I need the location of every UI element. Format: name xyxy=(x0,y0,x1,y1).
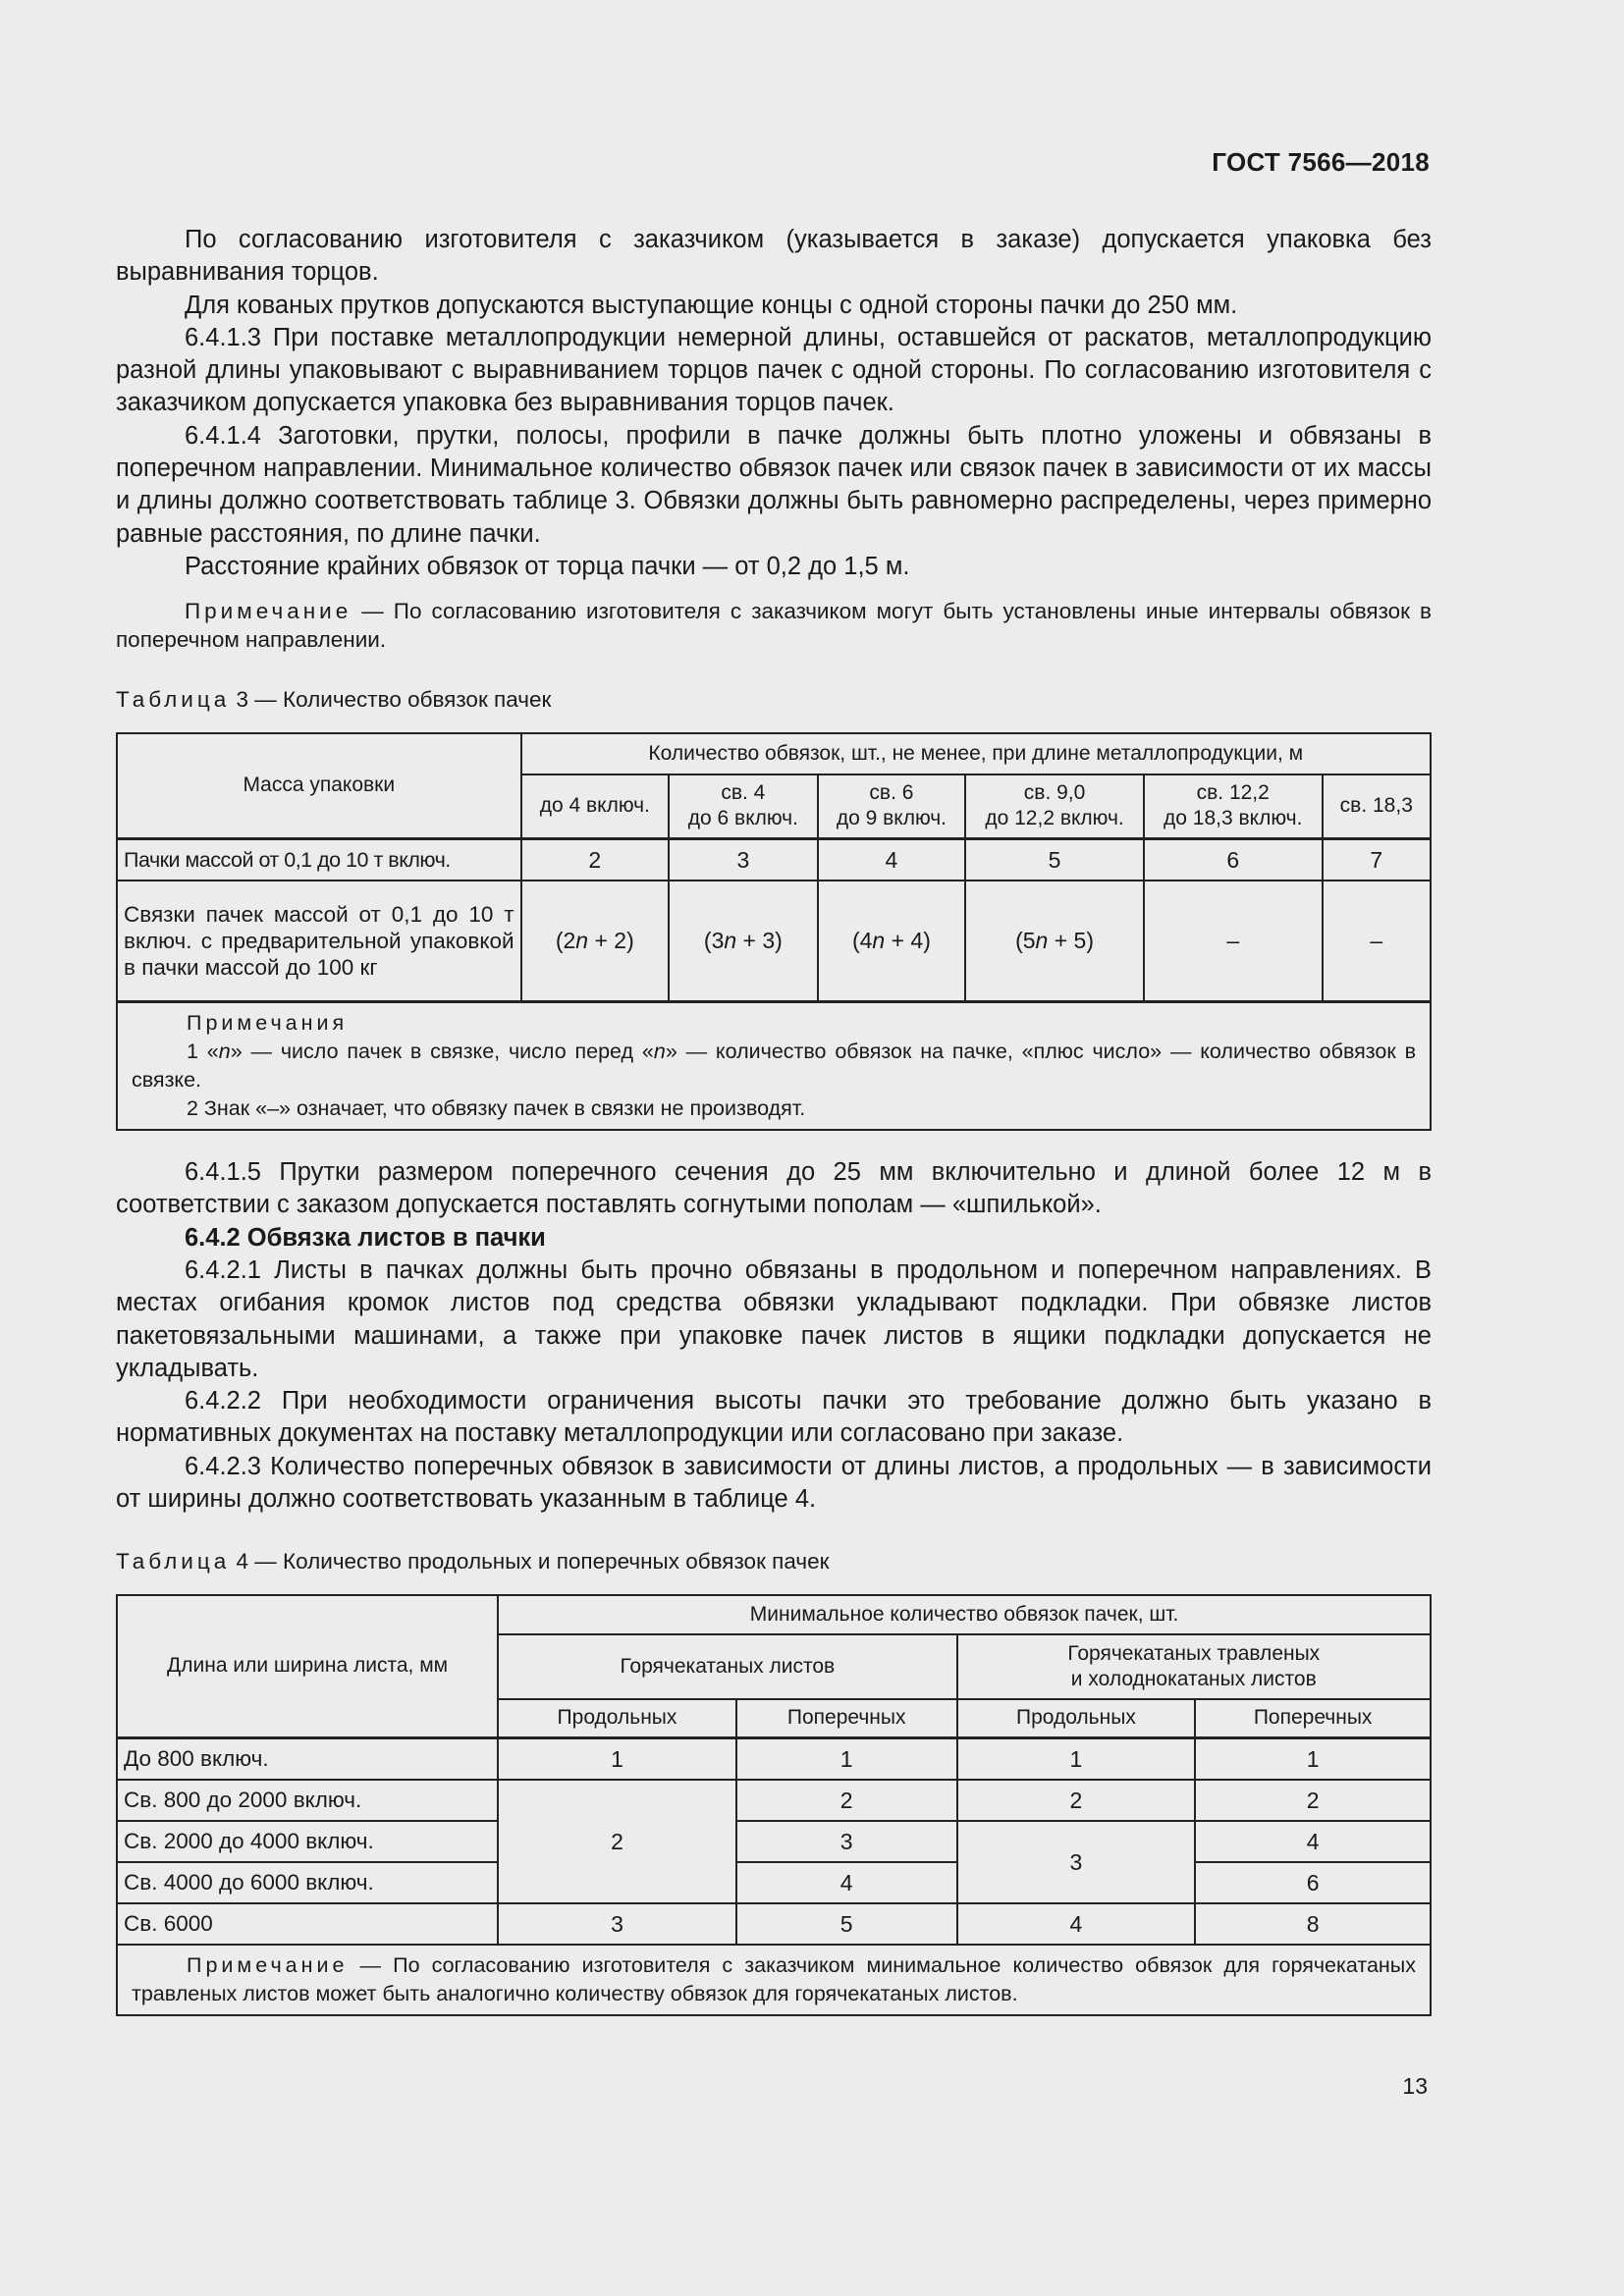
t4-header-cold: Горячекатаных травленых и холоднокатаных листов xyxy=(957,1634,1431,1699)
t4-row5-v2: 5 xyxy=(736,1903,957,1945)
t3-row1-v6: 7 xyxy=(1323,839,1431,881)
t4-row5-v3: 4 xyxy=(957,1903,1196,1945)
t4-row5-v1: 3 xyxy=(498,1903,736,1945)
t4-note xyxy=(117,1945,1431,2015)
t4-row1-v2: 1 xyxy=(736,1738,957,1781)
heading-6-4-2: 6.4.2 Обвязка листов в пачки xyxy=(185,1223,546,1252)
table-row xyxy=(117,1780,1431,1821)
t3-row2-v3: (4n + 4) xyxy=(818,881,966,1002)
t3-row2-v6: – xyxy=(1323,881,1431,1002)
t3-row2-label: Связки пачек массой от 0,1 до 10 т включ. с предварительной упаковкой в пачки массой до 100 кг xyxy=(117,881,521,1002)
t4-row1-label: До 800 включ. xyxy=(117,1738,498,1781)
t4-header-hot-prod: Продольных xyxy=(498,1699,736,1738)
t4-row2-v4: 2 xyxy=(1195,1780,1431,1821)
paragraph-1: По согласованию изготовителя с заказчиком (указывается в заказе) допускается упаковка без выравнивания торцов. xyxy=(116,226,1432,287)
table-3 xyxy=(116,732,1432,1132)
t4-header-hot: Горячекатаных листов xyxy=(498,1634,956,1699)
table-row xyxy=(117,1903,1431,1945)
table-row xyxy=(117,1821,1431,1862)
t4-header-hot-pop: Поперечных xyxy=(736,1699,957,1738)
t3-col-5: св. 12,2 до 18,3 включ. xyxy=(1144,774,1323,839)
t4-row4-v2: 4 xyxy=(736,1862,957,1903)
paragraph-5: Расстояние крайних обвязок от торца пачки — от 0,2 до 1,5 м. xyxy=(185,552,910,580)
t3-header-mass: Масса упаковки xyxy=(117,733,521,839)
t4-row4-v4: 6 xyxy=(1195,1862,1431,1903)
t4-note-label: Примечание xyxy=(187,1953,349,1978)
t4-row5-label: Св. 6000 xyxy=(117,1903,498,1945)
table-3-caption xyxy=(116,683,1432,716)
note-1-label: Примечание xyxy=(185,599,352,624)
t4-row2-v2: 2 xyxy=(736,1780,957,1821)
table-3-caption-text: 3 — Количество обвязок пачек xyxy=(230,687,552,713)
table-row xyxy=(117,1862,1431,1903)
t3-note-1: 1 «n» — число пачек в связке, число перед «n» — количество обвязок на пачке, «плюс число» — количество обвязок в связке. xyxy=(132,1040,1417,1093)
t3-col-6: св. 18,3 xyxy=(1323,774,1431,839)
t4-header-group: Минимальное количество обвязок пачек, шт. xyxy=(498,1595,1431,1634)
t4-row3-v2: 3 xyxy=(736,1821,957,1862)
t3-row1-v3: 4 xyxy=(818,839,966,881)
note-1-text: — По согласованию изготовителя с заказчиком могут быть установлены иные интервалы обвязок в поперечном направлении. xyxy=(116,599,1432,653)
table-4-caption-label: Таблица xyxy=(116,1549,231,1575)
table-row xyxy=(117,839,1431,881)
page-number: 13 xyxy=(1402,2073,1428,2099)
t3-notes-label: Примечания xyxy=(187,1011,349,1036)
paragraph-6-4-2-3: 6.4.2.3 Количество поперечных обвязок в зависимости от длины листов, а продольных — в зависимости от ширины должно соответствовать указанным в таблице 4. xyxy=(116,1452,1432,1514)
t3-note-2: 2 Знак «–» означает, что обвязку пачек в связки не производят. xyxy=(187,1096,806,1121)
table-row xyxy=(117,881,1431,1002)
t3-row2-v2: (3n + 3) xyxy=(669,881,818,1002)
t4-row1-v4: 1 xyxy=(1195,1738,1431,1781)
t3-col-4: св. 9,0 до 12,2 включ. xyxy=(965,774,1144,839)
paragraph-6-4-1-5: 6.4.1.5 Прутки размером поперечного сечения до 25 мм включительно и длиной более 12 м в соответствии с заказом допускается поставлять согнутыми пополам — «шпилькой». xyxy=(116,1158,1432,1219)
body-text xyxy=(116,224,1432,2016)
t4-merged-prod-cold: 3 xyxy=(957,1821,1196,1903)
table-row xyxy=(117,1738,1431,1781)
t4-row2-label: Св. 800 до 2000 включ. xyxy=(117,1780,498,1821)
t3-notes-row xyxy=(117,1002,1431,1131)
table-4-caption-text: 4 — Количество продольных и поперечных обвязок пачек xyxy=(230,1549,830,1575)
t4-row3-v4: 4 xyxy=(1195,1821,1431,1862)
t3-col-1: до 4 включ. xyxy=(521,774,670,839)
t4-header-cold-prod: Продольных xyxy=(957,1699,1196,1738)
t3-row1-v5: 6 xyxy=(1144,839,1323,881)
t3-row1-v1: 2 xyxy=(521,839,670,881)
table-3-caption-label: Таблица xyxy=(116,687,231,713)
t3-row1-label: Пачки массой от 0,1 до 10 т включ. xyxy=(117,839,521,881)
t4-row4-label: Св. 4000 до 6000 включ. xyxy=(117,1862,498,1903)
paragraph-6-4-1-4: 6.4.1.4 Заготовки, прутки, полосы, профили в пачке должны быть плотно уложены и обвязаны в поперечном направлении. Минимальное количество обвязок пачек или связок пачек в зависимости от их массы и длины должно соответствовать таблице 3. Обвязки должны быть равномерно распределены, через примерно равные расстояния, по длине пачки. xyxy=(116,421,1432,548)
t4-merged-prod-hot: 2 xyxy=(498,1780,736,1903)
t3-row2-v5: – xyxy=(1144,881,1323,1002)
t4-row1-v3: 1 xyxy=(957,1738,1196,1781)
table-4-caption xyxy=(116,1545,1432,1577)
t3-col-2: св. 4 до 6 включ. xyxy=(669,774,818,839)
doc-code-header: ГОСТ 7566—2018 xyxy=(1212,147,1430,177)
t3-row2-v1: (2n + 2) xyxy=(521,881,670,1002)
paragraph-6-4-2-1: 6.4.2.1 Листы в пачках должны быть прочно обвязаны в продольном и поперечном направлениях. В местах огибания кромок листов под средства обвязки укладывают подкладки. При обвязке листов пакетовязальными машинами, а также при упаковке пачек листов в ящики подкладки допускается не укладывать. xyxy=(116,1255,1432,1382)
t4-note-text: — По согласованию изготовителя с заказчиком минимальное количество обвязок для горячекатаных травленых листов может быть аналогично количеству обвязок для горячекатаных листов. xyxy=(132,1953,1416,2006)
paragraph-6-4-2-2: 6.4.2.2 При необходимости ограничения высоты пачки это требование должно быть указано в нормативных документах на поставку металлопродукции или согласовано при заказе. xyxy=(116,1387,1432,1448)
table-4 xyxy=(116,1594,1432,2017)
paragraph-6-4-1-3: 6.4.1.3 При поставке металлопродукции немерной длины, оставшейся от раскатов, металлопродукцию разной длины упаковывают с выравниванием торцов пачек с одной стороны. По согласованию изготовителя с заказчиком допускается упаковка без выравнивания торцов пачек. xyxy=(116,323,1432,417)
t3-row1-v2: 3 xyxy=(669,839,818,881)
paragraph-2: Для кованых прутков допускаются выступающие концы с одной стороны пачки до 250 мм. xyxy=(185,291,1238,319)
t3-header-group: Количество обвязок, шт., не менее, при длине металлопродукции, м xyxy=(521,733,1431,774)
t4-row5-v4: 8 xyxy=(1195,1903,1431,1945)
t3-row1-v4: 5 xyxy=(965,839,1144,881)
t4-note-row xyxy=(117,1945,1431,2015)
t3-row2-v4: (5n + 5) xyxy=(965,881,1144,1002)
t4-header-length: Длина или ширина листа, мм xyxy=(117,1595,498,1738)
t4-header-cold-pop: Поперечных xyxy=(1195,1699,1431,1738)
t4-row1-v1: 1 xyxy=(498,1738,736,1781)
note-1 xyxy=(116,597,1432,654)
t3-col-3: св. 6 до 9 включ. xyxy=(818,774,966,839)
t3-notes xyxy=(117,1002,1431,1131)
t4-row3-label: Св. 2000 до 4000 включ. xyxy=(117,1821,498,1862)
t4-row2-v3: 2 xyxy=(957,1780,1196,1821)
